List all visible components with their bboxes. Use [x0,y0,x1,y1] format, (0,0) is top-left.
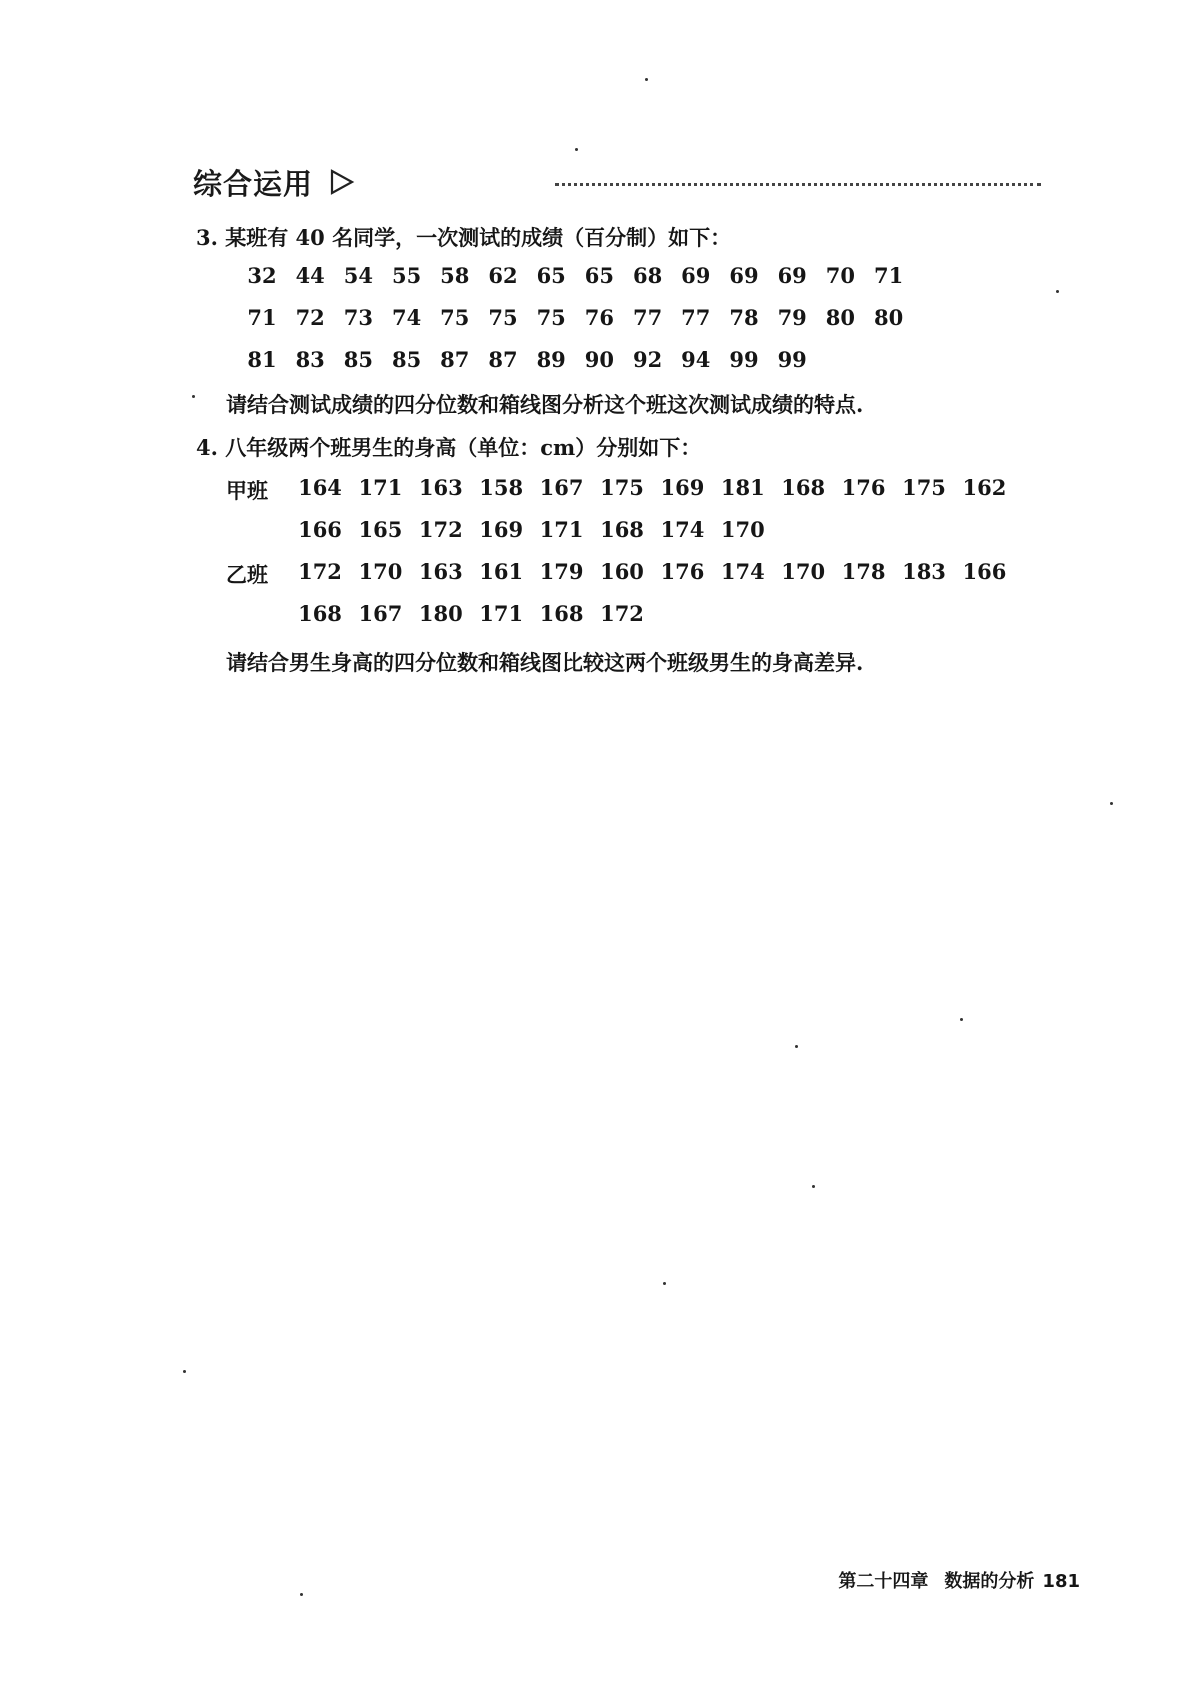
data-value: 81 [247,347,277,372]
data-value: 75 [488,305,518,330]
data-value: 85 [391,347,422,372]
section-title: 综合运用 [193,166,314,201]
section-header [193,162,1041,202]
data-value: 99 [729,347,759,372]
speck [960,1018,963,1021]
class-b-label: 乙班 [226,562,268,587]
data-value: 160 [600,559,644,584]
data-value: 170 [781,559,826,584]
data-value: 69 [681,263,711,288]
data-value: 172 [600,601,644,626]
data-value: 80 [825,305,856,330]
data-value: 55 [391,263,422,288]
data-value: 89 [536,347,566,372]
data-value: 183 [902,559,946,584]
data-value: 68 [632,263,663,288]
data-value: 175 [600,475,644,500]
data-value: 169 [479,517,524,542]
data-value: 75 [440,305,470,330]
data-value: 167 [539,475,584,500]
data-value: 65 [536,263,566,288]
data-value: 87 [488,347,518,372]
data-value: 158 [479,475,524,500]
page-number: 181 [1042,1571,1080,1592]
speck [183,1370,186,1373]
data-value: 83 [295,347,325,372]
data-value: 71 [247,305,277,330]
data-value: 71 [873,263,904,288]
class-a-label: 甲班 [226,478,268,503]
q4-question: 请结合男生身高的四分位数和箱线图比较这两个班级男生的身高差异. [226,650,864,675]
data-value: 174 [660,517,705,542]
data-value: 77 [632,305,663,330]
data-value: 69 [729,263,759,288]
data-value: 165 [358,517,403,542]
data-value: 79 [777,305,807,330]
data-value: 44 [295,263,325,288]
data-value: 170 [358,559,403,584]
data-value: 171 [358,475,403,500]
data-value: 92 [632,347,663,372]
data-value: 65 [584,263,615,288]
speck [645,78,648,81]
data-value: 170 [720,517,765,542]
data-value: 76 [584,305,615,330]
data-value: 73 [343,305,374,330]
data-value: 168 [781,475,826,500]
speck [663,1282,666,1285]
data-value: 99 [777,347,807,372]
data-value: 164 [298,475,342,500]
data-value: 70 [825,263,856,288]
data-value: 163 [418,559,463,584]
dotted-leader [555,183,1041,186]
data-value: 162 [962,475,1007,500]
data-value: 168 [600,517,644,542]
data-value: 87 [440,347,470,372]
page-footer [838,1567,1080,1593]
speck [795,1045,798,1048]
data-value: 171 [539,517,584,542]
data-value: 62 [488,263,518,288]
data-value: 168 [539,601,584,626]
data-value: 94 [681,347,711,372]
data-value: 74 [391,305,422,330]
speck [812,1185,815,1188]
data-value: 166 [298,517,342,542]
data-value: 180 [418,601,463,626]
footer-chapter: 第二十四章 [838,1571,929,1592]
footer-title: 数据的分析 [944,1571,1035,1592]
data-value: 54 [343,263,374,288]
speck [575,148,578,151]
data-value: 166 [962,559,1007,584]
data-value: 176 [841,475,886,500]
data-value: 172 [418,517,463,542]
data-value: 75 [536,305,566,330]
data-value: 161 [479,559,524,584]
data-value: 80 [873,305,904,330]
data-value: 169 [660,475,705,500]
data-value: 58 [440,263,470,288]
data-value: 181 [720,475,765,500]
data-value: 85 [343,347,374,372]
data-value: 172 [298,559,342,584]
data-value: 171 [479,601,524,626]
q4-prompt: 4. 八年级两个班男生的身高（单位：cm）分别如下： [196,435,702,460]
q3-prompt: 3. 某班有 40 名同学，一次测试的成绩（百分制）如下： [196,225,732,250]
data-value: 174 [720,559,765,584]
data-value: 69 [777,263,807,288]
data-value: 175 [902,475,946,500]
speck [300,1593,303,1596]
data-value: 32 [247,263,277,288]
data-value: 90 [584,347,615,372]
data-value: 176 [660,559,705,584]
speck [192,395,195,398]
data-value: 72 [295,305,325,330]
speck [1056,290,1059,293]
data-value: 163 [418,475,463,500]
q3-question: 请结合测试成绩的四分位数和箱线图分析这个班这次测试成绩的特点. [226,392,864,417]
data-value: 168 [298,601,342,626]
data-value: 167 [358,601,403,626]
data-value: 179 [539,559,584,584]
data-value: 78 [729,305,759,330]
speck [1110,802,1113,805]
data-value: 77 [681,305,711,330]
data-value: 178 [841,559,886,584]
